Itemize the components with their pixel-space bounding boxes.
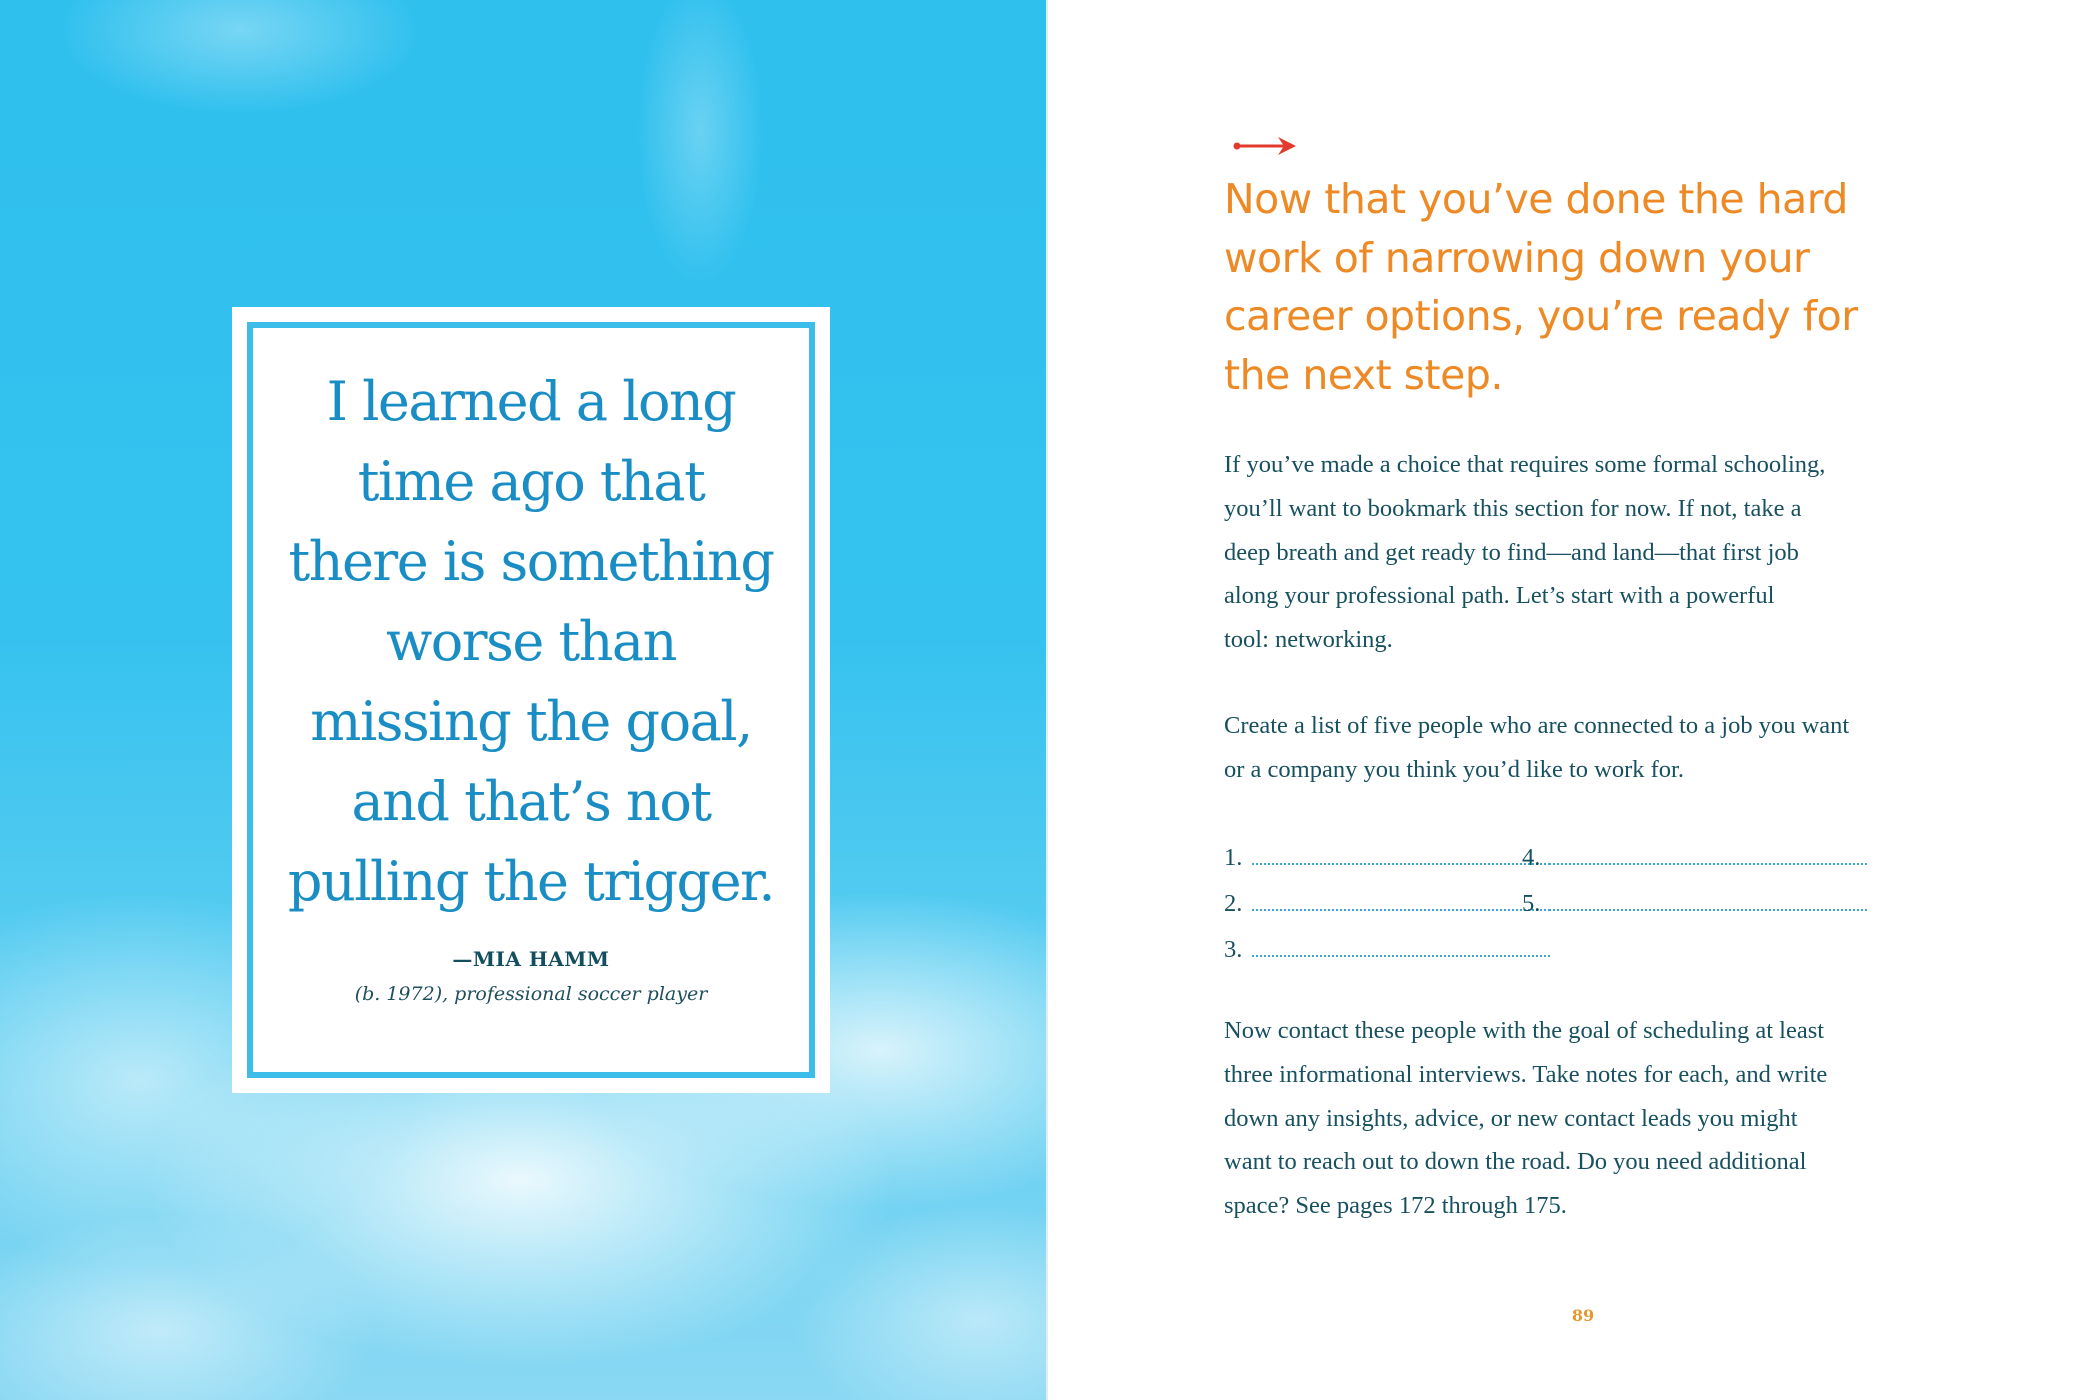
item-number: 1. <box>1224 844 1243 871</box>
item-number: 5. <box>1522 890 1541 917</box>
right-page <box>1048 0 2100 1400</box>
fill-in-item-5 <box>1522 884 1867 918</box>
section-heading <box>1224 170 1904 404</box>
item-number: 4. <box>1522 844 1541 871</box>
text-line: want to reach out to down the road. Do you need additional <box>1224 1148 1807 1176</box>
fill-in-line-3[interactable] <box>1252 955 1550 957</box>
quote-line: worse than <box>386 610 676 673</box>
text-line: Create a list of five people who are connected to a job you want <box>1224 712 1850 739</box>
page-number: 89 <box>1571 1306 1595 1325</box>
quote-author: —MIA HAMM <box>452 947 610 971</box>
item-number: 2. <box>1224 890 1243 917</box>
fill-in-item-3 <box>1224 930 1550 964</box>
right-arrow-icon <box>1232 135 1298 157</box>
quote-line: and that’s not <box>351 770 711 833</box>
quote-line: pulling the trigger. <box>287 850 775 913</box>
quote-author-bio: (b. 1972), professional soccer player <box>354 983 708 1005</box>
fill-in-line-4[interactable] <box>1544 863 1867 865</box>
quote-card <box>232 307 830 1093</box>
heading-line: Now that you’ve done the hard <box>1224 175 1848 223</box>
quote-text <box>232 362 830 922</box>
instruction-paragraph <box>1224 704 1944 792</box>
fill-in-line-5[interactable] <box>1544 909 1867 911</box>
heading-line: work of narrowing down your <box>1224 233 1810 282</box>
fill-in-line-2[interactable] <box>1252 909 1550 911</box>
quote-line: I learned a long <box>326 370 736 433</box>
fill-in-item-4 <box>1522 838 1867 872</box>
text-line: or a company you think you’d like to work for. <box>1224 755 1684 783</box>
text-line: tool: networking. <box>1224 626 1393 654</box>
text-line: three informational interviews. Take notes for each, and write <box>1224 1060 1828 1088</box>
heading-line: the next step. <box>1224 350 1503 399</box>
fill-in-line-1[interactable] <box>1252 863 1550 865</box>
text-line: you’ll want to bookmark this section for now. If not, take a <box>1224 494 1802 522</box>
text-line: down any insights, advice, or new contact leads you might <box>1224 1104 1798 1132</box>
text-line: along your professional path. Let’s start with a powerful <box>1224 582 1775 610</box>
text-line: space? See pages 172 through 175. <box>1224 1192 1567 1220</box>
fill-in-item-2 <box>1224 884 1550 918</box>
follow-up-paragraph <box>1224 1009 1944 1228</box>
contacts-fill-in-list <box>1224 838 1924 988</box>
text-line: If you’ve made a choice that requires some formal schooling, <box>1224 451 1826 478</box>
fill-in-item-1 <box>1224 838 1550 872</box>
left-page-sky-photo <box>0 0 1047 1400</box>
text-line: Now contact these people with the goal of scheduling at least <box>1224 1017 1825 1044</box>
quote-line: time ago that <box>357 450 705 513</box>
quote-line: missing the goal, <box>310 690 752 753</box>
item-number: 3. <box>1224 936 1243 963</box>
heading-line: career options, you’re ready for <box>1224 292 1858 340</box>
text-line: deep breath and get ready to find—and land—that first job <box>1224 538 1799 566</box>
quote-line: there is something <box>288 530 774 593</box>
intro-paragraph <box>1224 443 1944 662</box>
